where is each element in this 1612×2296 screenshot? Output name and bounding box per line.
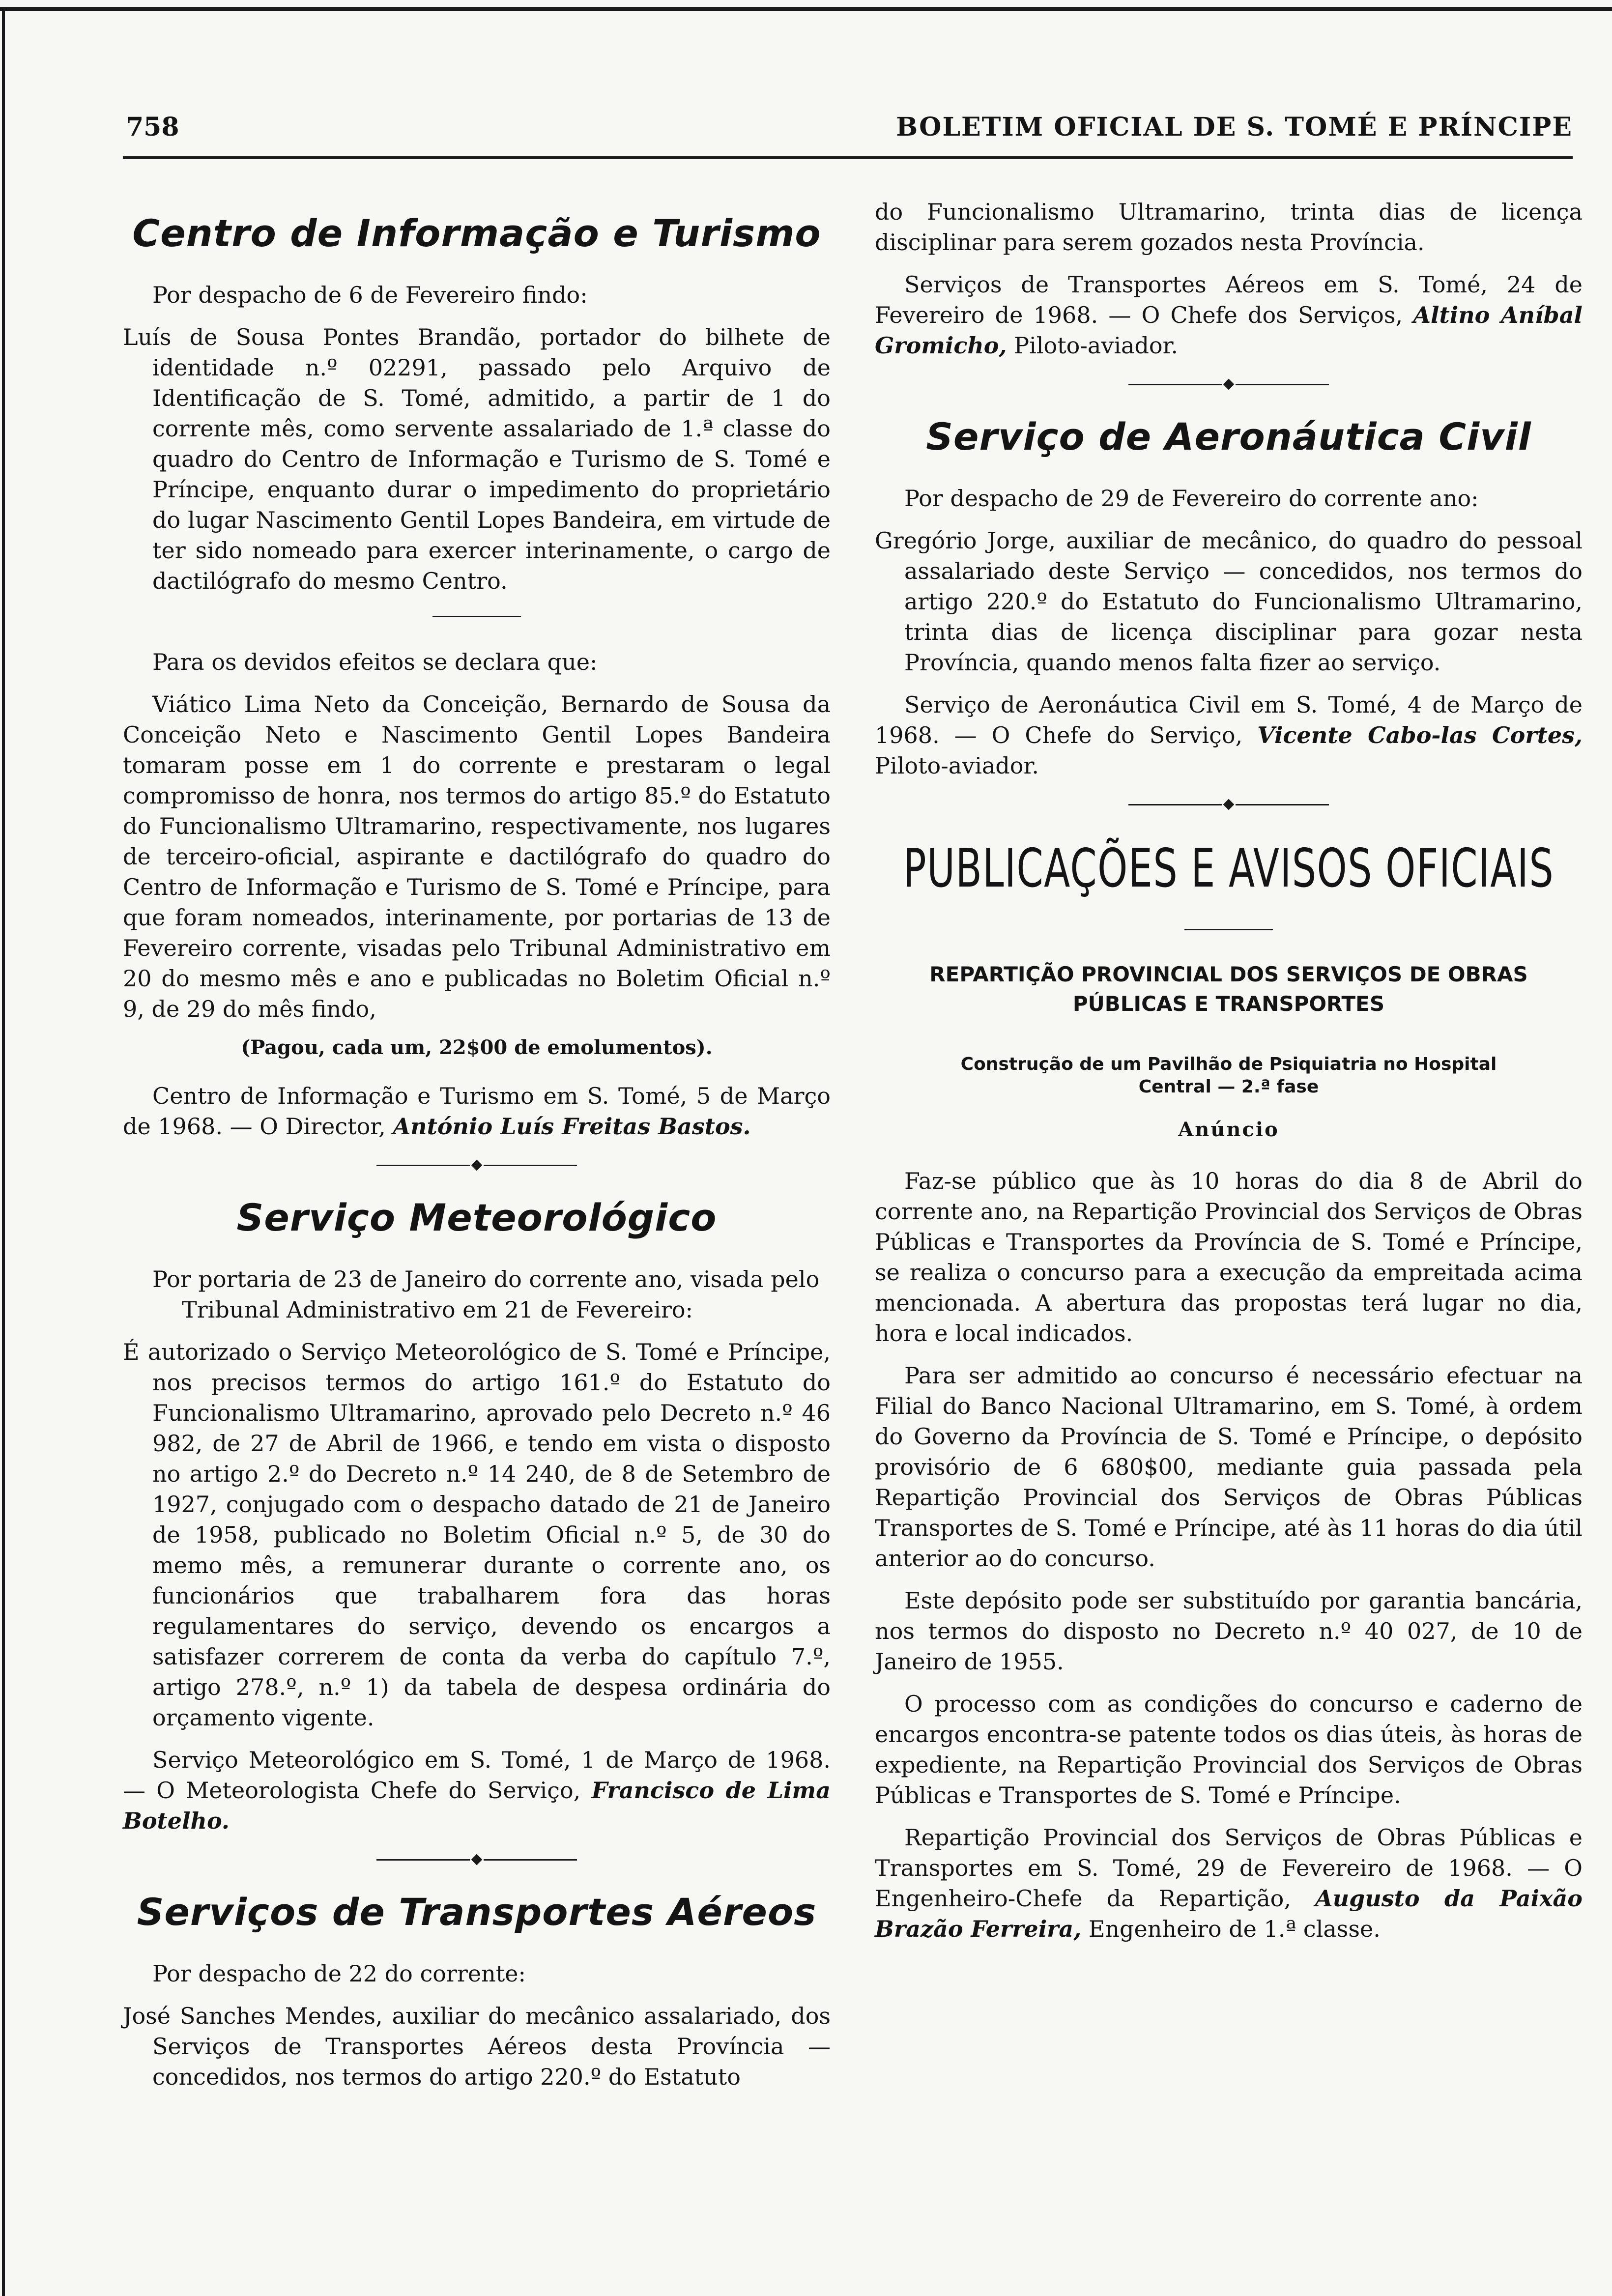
page-top-border [0, 7, 1612, 11]
signature-block [875, 269, 1583, 361]
ornament-divider [123, 1856, 831, 1864]
signatory-name: Vicente Cabo-las Cortes, [1257, 722, 1583, 748]
signatory-name: Augusto da Paixão Brazão Ferreira, [875, 1885, 1583, 1942]
section-title-aeronautica-civil: Serviço de Aeronáutica Civil [926, 415, 1531, 459]
dispatch-lead: Para os devidos efeitos se declara que: [152, 649, 598, 675]
section-title-centro-informacao: Centro de Informação e Turismo [132, 211, 821, 255]
signatory-name: Altino Aníbal Gromicho, [875, 302, 1583, 359]
signature-text: Serviço Meteorológico em S. Tomé, 1 de Março de 1968. — O Meteorologista Chefe do Serviço, [123, 1747, 831, 1804]
ornament-divider [875, 380, 1583, 388]
publications-title: PUBLICAÇÕES E AVISOS OFICIAIS [903, 838, 1554, 899]
section-title-servico-meteorologico: Serviço Meteorológico [236, 1196, 717, 1239]
signatory-role: Piloto-aviador. [875, 752, 1039, 779]
section-divider [432, 616, 521, 617]
signature-block [875, 689, 1583, 781]
paragraph: Viático Lima Neto da Conceição, Bernardo de Sousa da Conceição Neto e Nascimento Gentil Lopes Bandeira tomaram posse em 1 do corrente e prestaram o legal compromisso de honra, nos termos do artigo 85.º do Estatuto do Funcionalismo Ultramarino, respectivamente, nos lugares de terceiro-oficial, aspirante e dactilógrafo do quadro do Centro de Informação e Turismo de S. Tomé e Príncipe, para que foram nomeados, interinamente, por portarias de 13 de Fevereiro corrente, visadas pelo Tribunal Administrativo em 20 do mesmo mês e ano e publicadas no Boletim Oficial n.º 9, de 29 do mês findo, [123, 691, 831, 1022]
payment-note: (Pagou, cada um, 22$00 de emolumentos). [241, 1036, 713, 1059]
header-rule [123, 156, 1573, 159]
page-left-border [2, 7, 5, 2296]
signatory-name: António Luís Freitas Bastos. [393, 1113, 751, 1140]
department-title-line: PÚBLICAS E TRANSPORTES [1072, 992, 1385, 1016]
paragraph: Faz-se público que às 10 horas do dia 8 de Abril do corrente ano, na Repartição Provincial dos Serviços de Obras Públicas e Transportes da Província de S. Tomé e Príncipe, se realiza o concurso para a execução da empreitada acima mencionada. A abertura das propostas terá lugar no dia, hora e local indicados. [875, 1168, 1583, 1347]
signature-block [123, 1081, 831, 1142]
department-title-line: REPARTIÇÃO PROVINCIAL DOS SERVIÇOS DE OBRAS [929, 962, 1528, 986]
section-divider [1184, 929, 1273, 930]
dispatch-lead: Por despacho de 22 do corrente: [152, 1960, 526, 1987]
department-title [875, 960, 1583, 1019]
signatory-name: Francisco de Lima Botelho. [123, 1777, 831, 1834]
ornament-divider [123, 1161, 831, 1169]
signature-text: Repartição Provincial dos Serviços de Obras Públicas e Transportes em S. Tomé, 29 de Fevereiro de 1968. — O Engenheiro-Chefe da Repartição, [875, 1824, 1583, 1912]
signature-text: Serviços de Transportes Aéreos em S. Tomé, 24 de Fevereiro de 1968. — O Chefe dos Serviços, [875, 271, 1583, 328]
tender-subject-line: Central — 2.ª fase [1138, 1077, 1319, 1097]
section-title-transportes-aereos: Serviços de Transportes Aéreos [137, 1890, 817, 1934]
dispatch-lead: Por portaria de 23 de Janeiro do corrente ano, visada pelo Tribunal Administrativo em 21 de Fevereiro: [152, 1266, 820, 1323]
tender-subject-line: Construção de um Pavilhão de Psiquiatria no Hospital [960, 1054, 1497, 1074]
dispatch-lead: Por despacho de 6 de Fevereiro findo: [152, 282, 588, 308]
paragraph: Luís de Sousa Pontes Brandão, portador do bilhete de identidade n.º 02291, passado pelo Arquivo de Identificação de S. Tomé, admitido, a partir de 1 do corrente mês, como servente assalariado de 1.ª classe do quadro do Centro de Informação e Turismo de S. Tomé e Príncipe, enquanto durar o impedimento do proprietário do lugar Nascimento Gentil Lopes Bandeira, em virtude de ter sido nomeado para exercer interinamente, o cargo de dactilógrafo do mesmo Centro. [123, 324, 831, 594]
left-column [123, 197, 831, 2104]
tender-subject [875, 1053, 1583, 1098]
paragraph: O processo com as condições do concurso e caderno de encargos encontra-se patente todos os dias úteis, às horas de expediente, na Repartição Provincial dos Serviços de Obras Públicas e Transportes de S. Tomé e Príncipe. [875, 1691, 1583, 1808]
paragraph: Para ser admitido ao concurso é necessário efectuar na Filial do Banco Nacional Ultramarino, em S. Tomé, à ordem do Governo da Província de S. Tomé e Príncipe, o depósito provisório de 6 680$00, mediante guia passada pela Repartição Provincial dos Serviços de Obras Públicas Transportes de S. Tomé e Príncipe, até às 11 horas do dia útil anterior ao do concurso. [875, 1362, 1583, 1572]
signatory-role: Engenheiro de 1.ª classe. [1081, 1916, 1381, 1942]
right-column [875, 197, 1583, 1964]
running-title: BOLETIM OFICIAL DE S. TOMÉ E PRÍNCIPE [896, 112, 1573, 142]
signatory-role: Piloto-aviador. [1007, 332, 1179, 359]
paragraph: É autorizado o Serviço Meteorológico de S. Tomé e Príncipe, nos precisos termos do artigo 161.º do Estatuto do Funcionalismo Ultramarino, aprovado pelo Decreto n.º 46 982, de 27 de Abril de 1966, e tendo em vista o disposto no artigo 2.º do Decreto n.º 14 240, de 8 de Setembro de 1927, conjugado com o despacho datado de 21 de Janeiro de 1958, publicado no Boletim Oficial n.º 5, de 30 do memo mês, a remunerar durante o corrente ano, os funcionários que trabalharem fora das horas regulamentares do serviço, devendo os encargos a satisfazer correrem de conta da verba do capítulo 7.º, artigo 278.º, n.º 1) da tabela de despesa ordinária do orçamento vigente. [123, 1339, 831, 1731]
paragraph: Este depósito pode ser substituído por garantia bancária, nos termos do disposto no Decreto n.º 40 027, de 10 de Janeiro de 1955. [875, 1587, 1583, 1675]
signature-block [123, 1745, 831, 1836]
paragraph: José Sanches Mendes, auxiliar do mecânico assalariado, dos Serviços de Transportes Aéreos desta Província — concedidos, nos termos do artigo 220.º do Estatuto [123, 2003, 831, 2090]
paragraph: Gregório Jorge, auxiliar de mecânico, do quadro do pessoal assalariado deste Serviço — concedidos, nos termos do artigo 220.º do Estatuto do Funcionalismo Ultramarino, trinta dias de licença disciplinar para gozar nesta Província, quando menos falta fizer ao serviço. [875, 527, 1583, 676]
paragraph: do Funcionalismo Ultramarino, trinta dias de licença disciplinar para serem gozados nesta Província. [875, 199, 1583, 256]
signature-text: Centro de Informação e Turismo em S. Tomé, 5 de Março de 1968. — O Director, [123, 1083, 831, 1140]
ornament-divider [875, 801, 1583, 808]
dispatch-lead: Por despacho de 29 de Fevereiro do corrente ano: [904, 485, 1479, 512]
signature-text: Serviço de Aeronáutica Civil em S. Tomé, 4 de Março de 1968. — O Chefe do Serviço, [875, 691, 1583, 748]
signature-block [875, 1822, 1583, 1944]
announcement-heading: Anúncio [1178, 1118, 1279, 1141]
page-number: 758 [126, 112, 179, 142]
